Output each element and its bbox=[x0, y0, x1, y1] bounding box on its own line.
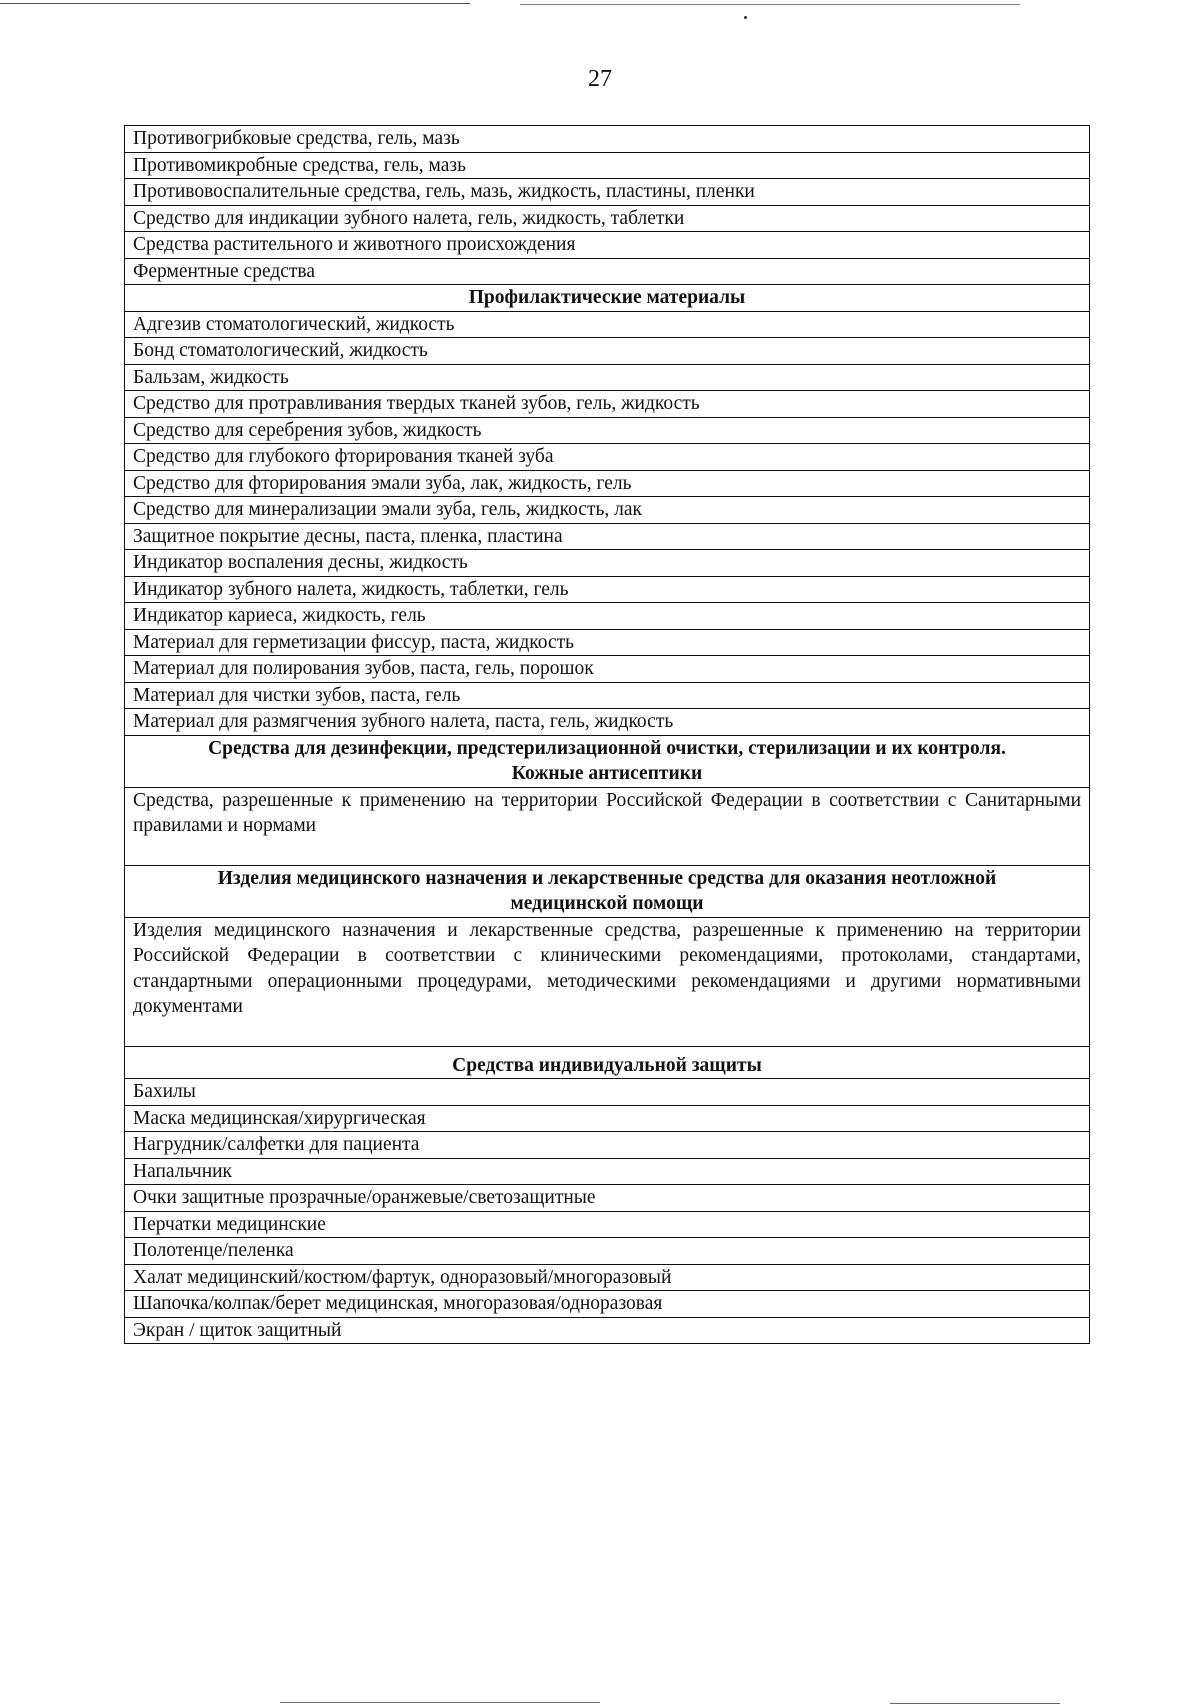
table-row bbox=[125, 656, 1090, 683]
paragraph-text: Средства, разрешенные к применению на территории Российской Федерации в соответствии с Санитарными правилами и нормами bbox=[133, 789, 1081, 836]
item-cell: Индикатор кариеса, жидкость, гель bbox=[125, 603, 1090, 630]
item-cell: Средство для глубокого фторирования тканей зуба bbox=[125, 444, 1090, 471]
item-cell: Материал для размягчения зубного налета, паста, гель, жидкость bbox=[125, 709, 1090, 736]
item-cell: Халат медицинский/костюм/фартук, одноразовый/многоразовый bbox=[125, 1264, 1090, 1291]
table-row bbox=[125, 391, 1090, 418]
section-header-cell bbox=[125, 1046, 1090, 1079]
table-row bbox=[125, 629, 1090, 656]
section-header-line: Профилактические материалы bbox=[468, 287, 746, 308]
scan-edge-line-bottom bbox=[280, 1702, 600, 1703]
section-header-line: медицинской помощи bbox=[510, 893, 704, 914]
table-row bbox=[125, 364, 1090, 391]
table-row bbox=[125, 497, 1090, 524]
supplies-table-body bbox=[125, 126, 1090, 1344]
item-cell: Перчатки медицинские bbox=[125, 1211, 1090, 1238]
table-row bbox=[125, 1211, 1090, 1238]
paragraph-row bbox=[125, 787, 1090, 865]
paragraph-bottom-spacer bbox=[133, 839, 1081, 865]
item-cell: Средство для минерализации эмали зуба, гель, жидкость, лак bbox=[125, 497, 1090, 524]
item-cell: Очки защитные прозрачные/оранжевые/светозащитные bbox=[125, 1185, 1090, 1212]
item-cell: Адгезив стоматологический, жидкость bbox=[125, 311, 1090, 338]
scan-edge-line-top-right bbox=[520, 4, 1020, 5]
section-header-row bbox=[125, 865, 1090, 917]
item-cell: Напальчник bbox=[125, 1158, 1090, 1185]
table-row bbox=[125, 338, 1090, 365]
item-cell: Противогрибковые средства, гель, мазь bbox=[125, 126, 1090, 153]
item-cell: Материал для чистки зубов, паста, гель bbox=[125, 682, 1090, 709]
table-row bbox=[125, 576, 1090, 603]
table-row bbox=[125, 232, 1090, 259]
table-row bbox=[125, 523, 1090, 550]
table-row bbox=[125, 470, 1090, 497]
table-row bbox=[125, 311, 1090, 338]
page-number: 27 bbox=[588, 66, 612, 92]
item-cell: Ферментные средства bbox=[125, 258, 1090, 285]
table-row bbox=[125, 417, 1090, 444]
table-row bbox=[125, 444, 1090, 471]
section-header-line: Средства индивидуальной защиты bbox=[452, 1054, 762, 1076]
table-row bbox=[125, 1291, 1090, 1318]
section-header-line: Средства для дезинфекции, предстерилизационной очистки, стерилизации и их контроля. bbox=[208, 737, 1006, 759]
item-cell: Противовоспалительные средства, гель, мазь, жидкость, пластины, пленки bbox=[125, 179, 1090, 206]
table-row bbox=[125, 205, 1090, 232]
table-row bbox=[125, 550, 1090, 577]
scan-edge-line-bottom-right bbox=[890, 1703, 1060, 1704]
item-cell: Материал для герметизации фиссур, паста, жидкость bbox=[125, 629, 1090, 656]
table-row bbox=[125, 1105, 1090, 1132]
section-header-row bbox=[125, 1046, 1090, 1079]
table-row bbox=[125, 682, 1090, 709]
section-header-cell bbox=[125, 285, 1090, 312]
item-cell: Бальзам, жидкость bbox=[125, 364, 1090, 391]
table-row bbox=[125, 258, 1090, 285]
item-cell: Бонд стоматологический, жидкость bbox=[125, 338, 1090, 365]
item-cell: Индикатор зубного налета, жидкость, таблетки, гель bbox=[125, 576, 1090, 603]
item-cell: Маска медицинская/хирургическая bbox=[125, 1105, 1090, 1132]
section-header-cell bbox=[125, 735, 1090, 787]
table-row bbox=[125, 1317, 1090, 1344]
item-cell: Бахилы bbox=[125, 1079, 1090, 1106]
paragraph-cell bbox=[125, 787, 1090, 865]
table-row bbox=[125, 1264, 1090, 1291]
table-row bbox=[125, 1079, 1090, 1106]
table-row bbox=[125, 1132, 1090, 1159]
item-cell: Шапочка/колпак/берет медицинская, многоразовая/одноразовая bbox=[125, 1291, 1090, 1318]
scan-edge-line-top bbox=[0, 3, 470, 4]
scan-speck bbox=[744, 16, 747, 19]
paragraph-row bbox=[125, 917, 1090, 1046]
item-cell: Защитное покрытие десны, паста, пленка, пластина bbox=[125, 523, 1090, 550]
table-row bbox=[125, 1185, 1090, 1212]
item-cell: Средство для серебрения зубов, жидкость bbox=[125, 417, 1090, 444]
item-cell: Экран / щиток защитный bbox=[125, 1317, 1090, 1344]
section-header-line: Кожные антисептики bbox=[511, 763, 703, 784]
item-cell: Полотенце/пеленка bbox=[125, 1238, 1090, 1265]
section-header-row bbox=[125, 285, 1090, 312]
item-cell: Средства растительного и животного происхождения bbox=[125, 232, 1090, 259]
paragraph-text: Изделия медицинского назначения и лекарственные средства, разрешенные к применению на территории Российской Федерации в соответствии с клиническими рекомендациями, протоколами, стандартами, стандартными операционными процедурами, методическими рекомендациями и другими нормативными документами bbox=[133, 919, 1081, 1017]
paragraph-bottom-spacer bbox=[133, 1020, 1081, 1046]
item-cell: Средство для индикации зубного налета, гель, жидкость, таблетки bbox=[125, 205, 1090, 232]
supplies-table bbox=[124, 125, 1090, 1344]
section-header-line: Изделия медицинского назначения и лекарственные средства для оказания неотложной bbox=[217, 867, 997, 889]
item-cell: Средство для протравливания твердых тканей зубов, гель, жидкость bbox=[125, 391, 1090, 418]
item-cell: Средство для фторирования эмали зуба, лак, жидкость, гель bbox=[125, 470, 1090, 497]
table-row bbox=[125, 179, 1090, 206]
item-cell: Индикатор воспаления десны, жидкость bbox=[125, 550, 1090, 577]
table-row bbox=[125, 603, 1090, 630]
table-row bbox=[125, 1238, 1090, 1265]
table-row bbox=[125, 1158, 1090, 1185]
table-row bbox=[125, 126, 1090, 153]
section-header-row bbox=[125, 735, 1090, 787]
paragraph-cell bbox=[125, 917, 1090, 1046]
item-cell: Нагрудник/салфетки для пациента bbox=[125, 1132, 1090, 1159]
item-cell: Материал для полирования зубов, паста, гель, порошок bbox=[125, 656, 1090, 683]
section-header-cell bbox=[125, 865, 1090, 917]
table-row bbox=[125, 152, 1090, 179]
table-row bbox=[125, 709, 1090, 736]
item-cell: Противомикробные средства, гель, мазь bbox=[125, 152, 1090, 179]
